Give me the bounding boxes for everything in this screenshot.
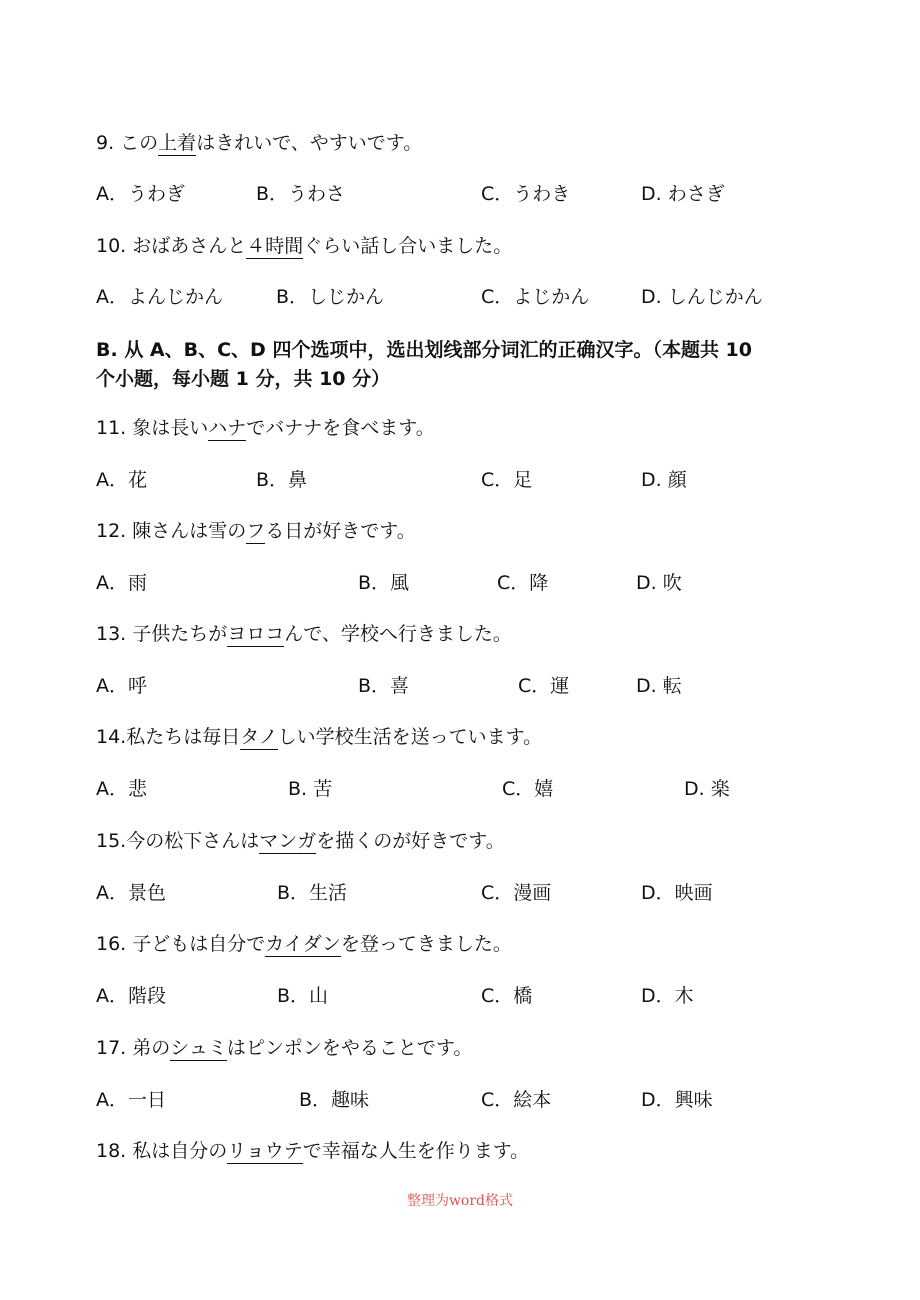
question-12: 12. 陳さんは雪のフる日が好きです。 xyxy=(96,520,416,542)
option-a: A．よんじかん xyxy=(96,286,223,308)
option-a: A．雨 xyxy=(96,572,147,594)
underlined-word: タノ xyxy=(240,726,278,748)
option-b: B．喜 xyxy=(358,675,410,697)
section-b-instructions: B. 从 A、B、C、D 四个选项中，选出划线部分词汇的正确汉字。（本题共 10 个小题，每小题 1 分，共 10 分） xyxy=(96,339,753,390)
option-d: D. しんじかん xyxy=(641,286,763,308)
question-17: 17. 弟のシュミはピンポンをやることです。 xyxy=(96,1037,473,1059)
option-b: B．趣味 xyxy=(299,1089,370,1111)
option-d: D. わさぎ xyxy=(641,183,725,205)
underlined-word: フ xyxy=(246,520,266,542)
option-a: A．階段 xyxy=(96,985,166,1007)
option-a: A．花 xyxy=(96,469,147,491)
question-11: 11. 象は長いハナでバナナを食べます。 xyxy=(96,417,435,439)
underlined-word: ヨロコ xyxy=(227,623,285,645)
option-b: B．しじかん xyxy=(276,286,385,308)
option-b: B．うわさ xyxy=(256,183,346,205)
option-c: C．よじかん xyxy=(481,286,590,308)
underlined-word: カイダン xyxy=(265,933,341,955)
option-b: B．山 xyxy=(277,985,329,1007)
question-18: 18. 私は自分のリョウテで幸福な人生を作ります。 xyxy=(96,1140,530,1162)
option-b: B．生活 xyxy=(277,882,348,904)
question-9: 9. この上着はきれいで、やすいです。 xyxy=(96,132,423,154)
question-14: 14.私たちは毎日タノしい学校生活を送っています。 xyxy=(96,726,543,748)
option-c: C．漫画 xyxy=(481,882,552,904)
option-a: A．呼 xyxy=(96,675,147,697)
option-d: D．興味 xyxy=(641,1089,713,1111)
option-d: D. 顔 xyxy=(641,469,687,491)
footer-note: 整理为word格式 xyxy=(406,1193,514,1209)
option-c: C．足 xyxy=(481,469,533,491)
option-a: A．うわぎ xyxy=(96,183,185,205)
option-d: D．映画 xyxy=(641,882,713,904)
underlined-word: シュミ xyxy=(170,1037,227,1059)
question-15: 15.今の松下さんはマンガを描くのが好きです。 xyxy=(96,830,505,852)
option-c: C．橋 xyxy=(481,985,533,1007)
question-10: 10. おばあさんと４時間ぐらい話し合いました。 xyxy=(96,235,513,257)
question-13: 13. 子供たちがヨロコんで、学校へ行きました。 xyxy=(96,623,512,645)
option-c: C．降 xyxy=(497,572,549,594)
option-c: C．運 xyxy=(518,675,570,697)
option-d: D．木 xyxy=(641,985,694,1007)
option-a: A．悲 xyxy=(96,778,147,800)
underlined-word: ハナ xyxy=(208,417,247,439)
underlined-word: 上着 xyxy=(158,132,197,154)
option-d: D. 吹 xyxy=(636,572,682,594)
underlined-word: リョウテ xyxy=(227,1140,303,1162)
underlined-word: マンガ xyxy=(259,830,317,852)
option-c: C．絵本 xyxy=(481,1089,552,1111)
option-c: C．うわき xyxy=(481,183,571,205)
option-d: D. 転 xyxy=(636,675,682,697)
underlined-word: ４時間 xyxy=(246,235,304,257)
option-c: C．嬉 xyxy=(502,778,554,800)
question-16: 16. 子どもは自分でカイダンを登ってきました。 xyxy=(96,933,512,955)
option-b: B. 苦 xyxy=(288,778,333,800)
option-a: A．景色 xyxy=(96,882,166,904)
option-b: B．風 xyxy=(358,572,410,594)
option-b: B．鼻 xyxy=(256,469,308,491)
option-d: D. 楽 xyxy=(684,778,730,800)
option-a: A．一日 xyxy=(96,1089,166,1111)
